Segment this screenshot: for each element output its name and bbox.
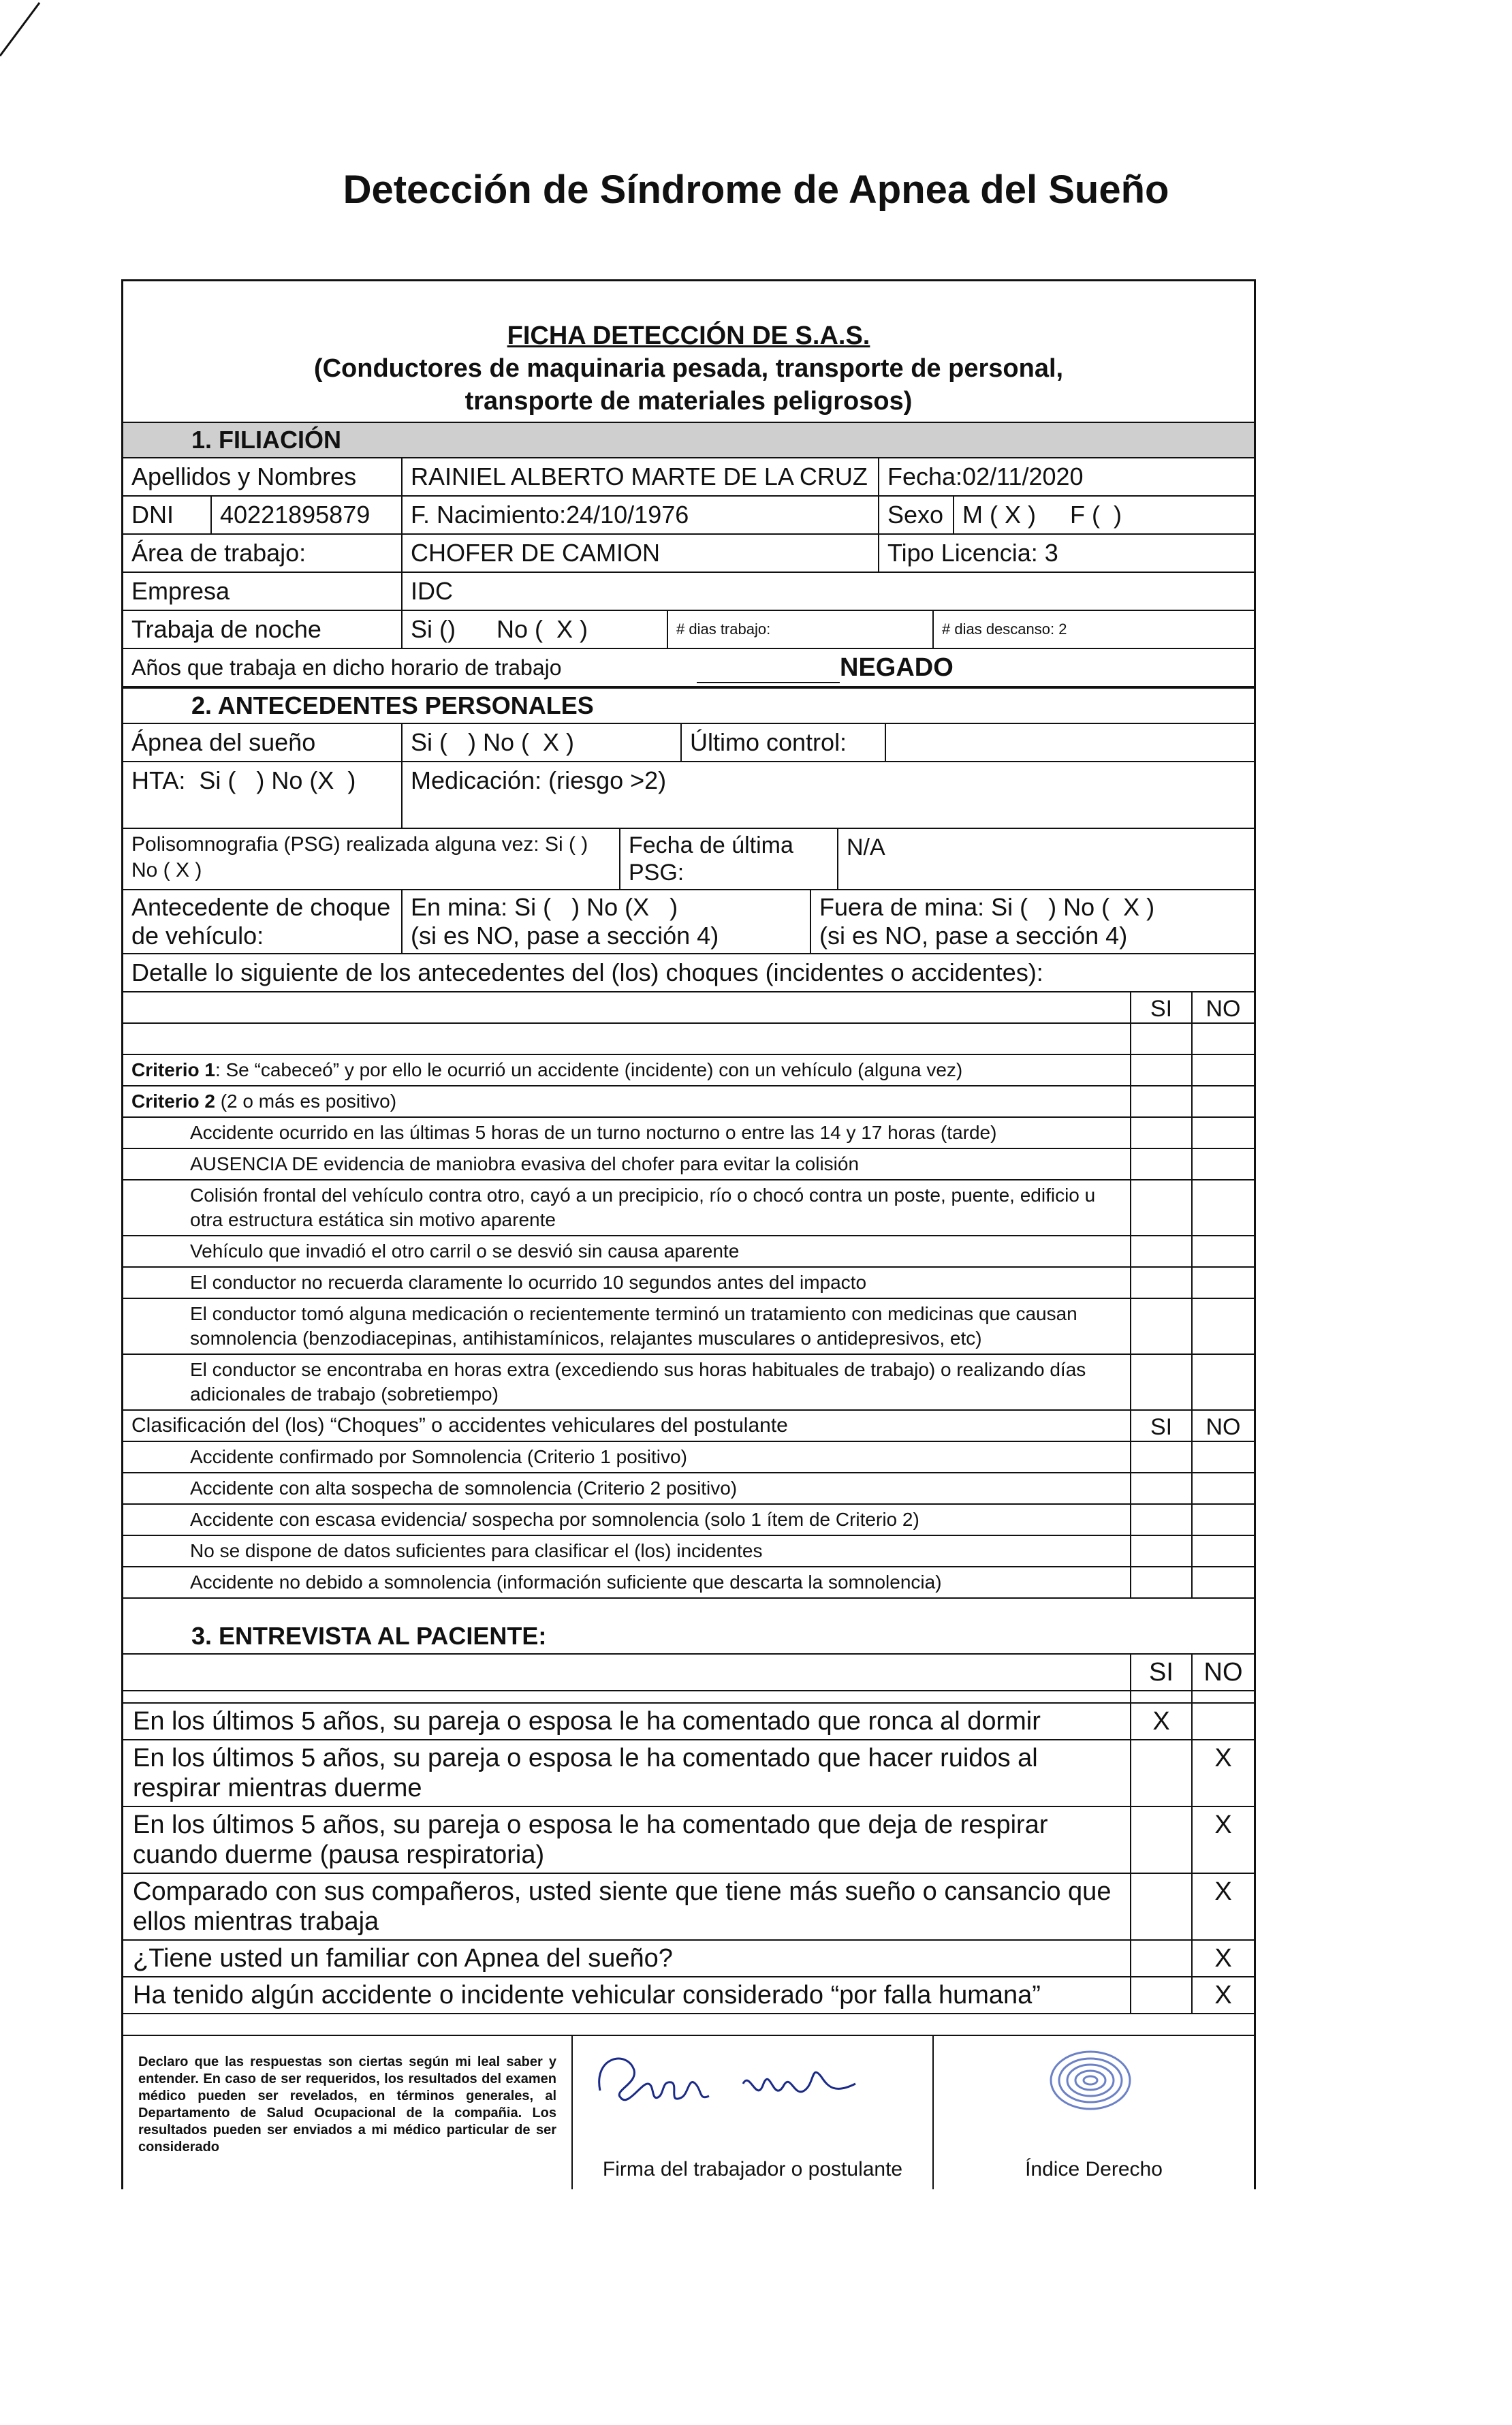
criterio-2-item-si [1131, 1355, 1193, 1409]
sexo-label: Sexo [879, 497, 954, 533]
hta-value: HTA: Si ( ) No (X ) [123, 762, 403, 828]
fingerprint-mark [1036, 2039, 1145, 2114]
form-subtitle-2: transporte de materiales peligrosos) [464, 387, 913, 416]
interview-spacer-text [123, 1691, 1131, 1702]
interview-question-si[interactable] [1131, 1740, 1193, 1806]
criterio-2-item-no [1193, 1236, 1254, 1266]
criterio-2-item-no [1193, 1355, 1254, 1409]
fuera-mina [811, 890, 1254, 953]
interview-question-no[interactable]: X [1214, 1981, 1232, 2009]
criterio-2-row [123, 1086, 1254, 1118]
interview-question [123, 1941, 1254, 1977]
interview-question-text: En los últimos 5 años, su pareja o esposa le ha comentado que deja de respirar cuando duerme (pausa respiratoria) [123, 1807, 1131, 1873]
interview-question-si[interactable] [1131, 1941, 1193, 1976]
en-mina-value: En mina: Si ( ) No (X ) [411, 893, 678, 921]
criterio-2-item-no [1193, 1180, 1254, 1235]
detalle-label: Detalle lo siguiente de los antecedentes del (los) choques (incidentes o accidentes): [131, 958, 1043, 986]
interview-question-text: Ha tenido algún accidente o incidente vehicular considerado “por falla humana” [123, 1977, 1131, 2013]
criterio-2-no [1193, 1086, 1254, 1116]
interview-spacer [123, 1691, 1254, 1704]
criterio-2-desc: (2 o más es positivo) [215, 1091, 397, 1112]
interview-question-si[interactable]: X [1131, 1704, 1193, 1739]
en-mina-note: (si es NO, pase a sección 4) [411, 922, 719, 950]
interview-question-text: En los últimos 5 años, su pareja o esposa le ha comentado que hacer ruidos al respirar mientras duerme [123, 1740, 1131, 1806]
empresa-label: Empresa [123, 573, 403, 610]
clasificacion-item-si [1131, 1567, 1193, 1597]
interview-question-no[interactable]: X [1214, 1877, 1232, 1906]
noche-value: Si () No ( X ) [403, 611, 668, 648]
criterio-1-si [1131, 1055, 1193, 1085]
row-hta [123, 762, 1254, 829]
row-choque [123, 890, 1254, 954]
clasificacion-item-si [1131, 1473, 1193, 1503]
criterio-2-item-si [1131, 1268, 1193, 1298]
dni-value: 40221895879 [212, 497, 403, 533]
criterio-1-text [123, 1055, 1131, 1085]
corner-mark [0, 0, 82, 82]
sas-form [121, 279, 1256, 2189]
criterio-2-item-no [1193, 1299, 1254, 1354]
criteria-spacer-no [1193, 1024, 1254, 1054]
clasificacion-item-no [1193, 1505, 1254, 1535]
clasificacion-no-header: NO [1206, 1414, 1241, 1440]
criterio-2-item [123, 1236, 1254, 1268]
anios-label: Años que trabaja en dicho horario de trabajo [131, 655, 562, 680]
row-empresa [123, 573, 1254, 611]
psg-label: Polisomnografia (PSG) realizada alguna vez: Si ( ) No ( X ) [123, 829, 620, 889]
interview-question [123, 1874, 1254, 1941]
criterio-2-si [1131, 1086, 1193, 1116]
criteria-header-blank [123, 992, 1131, 1022]
criteria-header [123, 992, 1254, 1024]
interview-question-si[interactable] [1131, 1874, 1193, 1939]
form-header [123, 279, 1254, 422]
interview-question [123, 1977, 1254, 2014]
criterio-2-item-text: El conductor se encontraba en horas extra (excediendo sus horas habituales de trabajo) o realizando días adicionales de trabajo (sobretiempo) [123, 1355, 1131, 1409]
clasificacion-item-text: Accidente con alta sospecha de somnolencia (Criterio 2 positivo) [123, 1473, 1131, 1503]
criterio-2-item-text: AUSENCIA DE evidencia de maniobra evasiva del chofer para evitar la colisión [123, 1149, 1131, 1179]
interview-header [123, 1655, 1254, 1691]
criteria-spacer [123, 1024, 1254, 1055]
signature-label: Firma del trabajador o postulante [602, 2158, 903, 2180]
clasificacion-item [123, 1442, 1254, 1473]
interview-no-header: NO [1203, 1658, 1243, 1687]
choque-label: Antecedente de choque de vehículo: [123, 890, 403, 953]
criterio-2-item-no [1193, 1118, 1254, 1148]
interview-question-si[interactable] [1131, 1977, 1193, 2013]
ultimo-control: Último control: [682, 724, 886, 761]
nacimiento-value: F. Nacimiento:24/10/1976 [403, 497, 879, 533]
clasificacion-item-text: No se dispone de datos suficientes para clasificar el (los) incidentes [123, 1536, 1131, 1566]
clasificacion-label: Clasificación del (los) “Choques” o accidentes vehiculares del postulante [123, 1411, 1131, 1441]
criterio-1-label: Criterio 1 [131, 1059, 215, 1080]
row-dni [123, 497, 1254, 535]
criterio-1-desc: : Se “cabeceó” y por ello le ocurrió un accidente (incidente) con un vehículo (alguna vez) [215, 1059, 963, 1080]
fuera-mina-note: (si es NO, pase a sección 4) [819, 922, 1128, 950]
anios-underline [697, 661, 840, 683]
interview-question-si[interactable] [1131, 1807, 1193, 1873]
name-value: RAINIEL ALBERTO MARTE DE LA CRUZ [403, 458, 879, 495]
row-area [123, 535, 1254, 573]
criterio-2-item [123, 1355, 1254, 1411]
anios-text: NEGADO [840, 653, 954, 682]
footer [123, 2035, 1254, 2189]
criterio-2-item-no [1193, 1149, 1254, 1179]
interview-question [123, 1807, 1254, 1874]
clasificacion-item [123, 1473, 1254, 1505]
row-detalle [123, 954, 1254, 992]
area-value: CHOFER DE CAMION [403, 535, 879, 572]
fingerprint-box [934, 2036, 1254, 2189]
criterio-1-no [1193, 1055, 1254, 1085]
criteria-si-header: SI [1131, 992, 1193, 1022]
fuera-mina-value: Fuera de mina: Si ( ) No ( X ) [819, 893, 1155, 921]
criterio-2-item [123, 1118, 1254, 1149]
fecha-value: Fecha:02/11/2020 [887, 463, 1084, 490]
interview-spacer-no [1193, 1691, 1254, 1702]
apnea-label: Ápnea del sueño [123, 724, 403, 761]
interview-question-no[interactable]: X [1214, 1944, 1232, 1973]
criterio-2-text [123, 1086, 1131, 1116]
interview-question-text: Comparado con sus compañeros, usted siente que tiene más sueño o cansancio que ellos mientras trabaja [123, 1874, 1131, 1939]
interview-question-no[interactable]: X [1214, 1744, 1232, 1772]
sexo-value: M ( X ) F ( ) [962, 501, 1122, 529]
clasificacion-item-no [1193, 1536, 1254, 1566]
en-mina [403, 890, 811, 953]
page-title: Detección de Síndrome de Apnea del Sueño [343, 168, 1169, 212]
section-3-heading: 3. ENTREVISTA AL PACIENTE: [123, 1619, 1254, 1655]
clasificacion-item-no [1193, 1567, 1254, 1597]
row-psg [123, 829, 1254, 890]
criterio-2-item-text: El conductor tomó alguna medicación o recientemente terminó un tratamiento con medicinas que causan somnolencia (benzodiacepinas, antihistamínicos, relajantes musculares o antidepresivos, etc) [123, 1299, 1131, 1354]
form-subtitle-1: (Conductores de maquinaria pesada, transporte de personal, [313, 354, 1064, 383]
criterio-2-item [123, 1299, 1254, 1355]
clasificacion-item-si [1131, 1505, 1193, 1535]
interview-question [123, 1704, 1254, 1740]
dias-trabajo: # dias trabajo: [668, 611, 934, 648]
interview-question-no[interactable] [1193, 1704, 1254, 1739]
criterio-2-item-text: Accidente ocurrido en las últimas 5 horas de un turno nocturno o entre las 14 y 17 horas (tarde) [123, 1118, 1131, 1148]
dni-label: DNI [123, 497, 212, 533]
row-noche [123, 611, 1254, 649]
dias-descanso: # dias descanso: 2 [942, 621, 1067, 638]
criterio-2-item-si [1131, 1236, 1193, 1266]
criteria-no-header: NO [1206, 996, 1241, 1022]
signature-box[interactable] [573, 2036, 934, 2189]
anios-value [689, 649, 1254, 686]
interview-question-text: ¿Tiene usted un familiar con Apnea del sueño? [123, 1941, 1131, 1976]
psg-fecha: Fecha de última PSG: [620, 829, 838, 889]
criterio-2-item-si [1131, 1180, 1193, 1235]
area-label: Área de trabajo: [123, 535, 403, 572]
fingerprint-label: Índice Derecho [1025, 2158, 1163, 2180]
medicacion-value: Medicación: (riesgo >2) [411, 766, 667, 794]
clasificacion-item [123, 1536, 1254, 1567]
apnea-value: Si ( ) No ( X ) [403, 724, 682, 761]
clasificacion-item-si [1131, 1536, 1193, 1566]
clasificacion-item-text: Accidente no debido a somnolencia (información suficiente que descarta la somnolencia) [123, 1567, 1131, 1597]
clasificacion-item-si [1131, 1442, 1193, 1472]
clasificacion-item-no [1193, 1442, 1254, 1472]
row-anios [123, 649, 1254, 687]
interview-question-text: En los últimos 5 años, su pareja o esposa le ha comentado que ronca al dormir [123, 1704, 1131, 1739]
interview-spacer-si [1131, 1691, 1193, 1702]
criterio-2-item [123, 1180, 1254, 1236]
criterio-1-row [123, 1055, 1254, 1086]
clasificacion-item [123, 1567, 1254, 1599]
psg-value: N/A [847, 834, 885, 860]
criterio-2-item-si [1131, 1149, 1193, 1179]
clasificacion-item-no [1193, 1473, 1254, 1503]
interview-question-no[interactable]: X [1214, 1811, 1232, 1839]
criterio-2-label: Criterio 2 [131, 1091, 215, 1112]
clasificacion-header [123, 1411, 1254, 1442]
clasificacion-item-text: Accidente con escasa evidencia/ sospecha por somnolencia (solo 1 ítem de Criterio 2) [123, 1505, 1131, 1535]
clasificacion-item-text: Accidente confirmado por Somnolencia (Criterio 1 positivo) [123, 1442, 1131, 1472]
criterio-2-item-si [1131, 1118, 1193, 1148]
criterio-2-item-si [1131, 1299, 1193, 1354]
criterio-2-item-no [1193, 1268, 1254, 1298]
criterio-2-item-text: Vehículo que invadió el otro carril o se desvió sin causa aparente [123, 1236, 1131, 1266]
criteria-spacer-si [1131, 1024, 1193, 1054]
clasificacion-item [123, 1505, 1254, 1536]
interview-si-header: SI [1131, 1655, 1193, 1690]
signature-drawing [586, 2043, 872, 2118]
criteria-spacer-text [123, 1024, 1131, 1054]
form-title: FICHA DETECCIÓN DE S.A.S. [507, 322, 870, 350]
declaration-text: Declaro que las respuestas son ciertas según mi leal saber y entender. En caso de ser requeridos, los resultados del examen médico pueden ser revelados, en términos generales, al Departamento de Salud Ocupacional de la compañia. Los resultados pueden ser enviados a mi médico particular de ser considerado [123, 2036, 573, 2189]
licencia-value: Tipo Licencia: 3 [887, 539, 1058, 567]
row-name [123, 458, 1254, 497]
clasificacion-si-header: SI [1131, 1411, 1193, 1441]
name-label: Apellidos y Nombres [123, 458, 403, 495]
criterio-2-item-text: Colisión frontal del vehículo contra otro, cayó a un precipicio, río o chocó contra un poste, puente, edificio u otra estructura estática sin motivo aparente [123, 1180, 1131, 1235]
section-2-heading: 2. ANTECEDENTES PERSONALES [123, 687, 1254, 724]
criterio-2-item [123, 1268, 1254, 1299]
section-1-heading: 1. FILIACIÓN [123, 422, 1254, 458]
row-apnea [123, 724, 1254, 762]
interview-header-blank [123, 1655, 1131, 1690]
criterio-2-item-text: El conductor no recuerda claramente lo ocurrido 10 segundos antes del impacto [123, 1268, 1131, 1298]
empresa-value: IDC [411, 577, 453, 605]
criterio-2-item [123, 1149, 1254, 1180]
noche-label: Trabaja de noche [123, 611, 403, 648]
interview-question [123, 1740, 1254, 1807]
ultimo-control-value [886, 724, 1254, 761]
